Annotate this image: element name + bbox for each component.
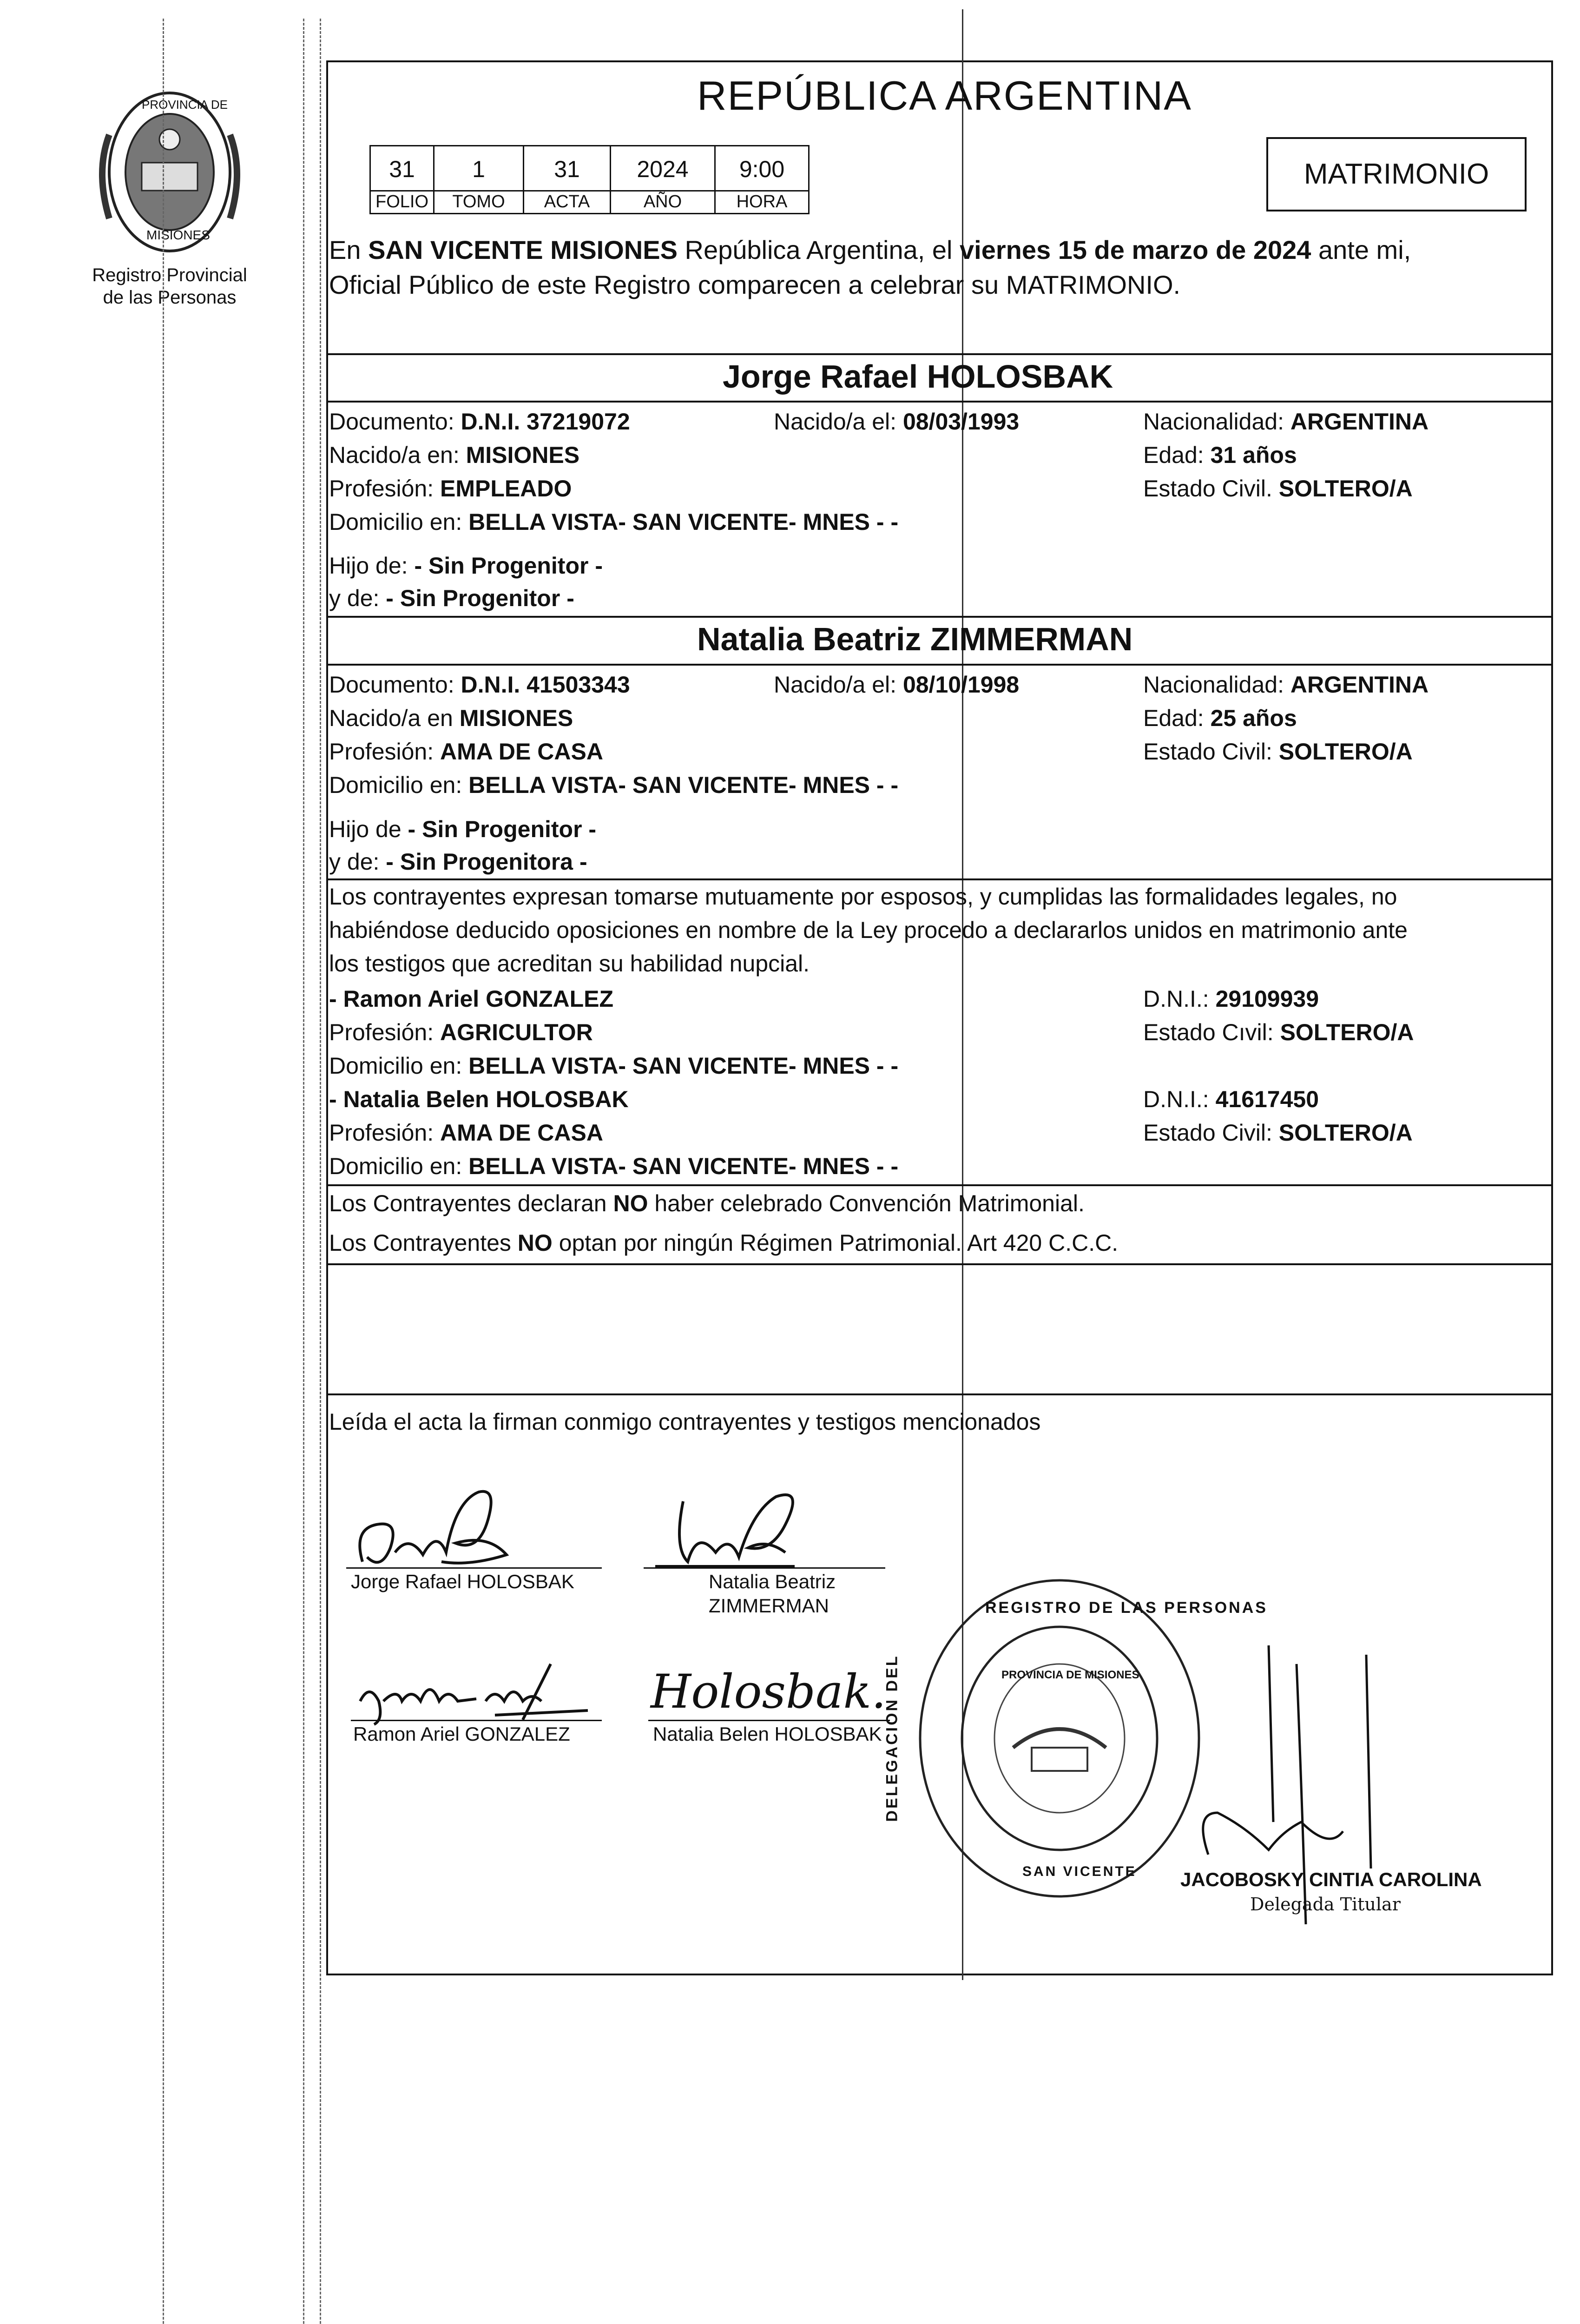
spouse2-address <box>329 772 898 799</box>
text: Los Contrayentes declaran <box>329 1190 613 1216</box>
declaration-line-3: los testigos que acreditan su habilidad nupcial. <box>329 951 810 977</box>
stamp-inner-text: PROVINCIA DE MISIONES <box>1001 1669 1139 1681</box>
value: - Sin Progenitora - <box>386 849 587 875</box>
label: Domicilio en: <box>329 509 469 535</box>
label: Profesión: <box>329 475 441 502</box>
acta-label: ACTA <box>523 190 611 214</box>
label: Domicilio en: <box>329 1053 469 1079</box>
negation: NO <box>613 1190 648 1216</box>
logo-caption-1: Registro Provincial <box>92 265 247 285</box>
label: Hijo de: <box>329 553 415 579</box>
stamp-bottom-text: SAN VICENTE <box>1022 1864 1137 1879</box>
value: - Sin Progenitor - <box>386 585 574 611</box>
signature-label-spouse2-line2: ZIMMERMAN <box>709 1595 829 1617</box>
label: Edad: <box>1143 705 1211 731</box>
signature-line-4 <box>648 1720 890 1721</box>
value: 25 años <box>1210 705 1297 731</box>
text: haber celebrado Convención Matrimonial. <box>648 1190 1085 1216</box>
signature-spouse1-icon <box>349 1473 544 1576</box>
spouse1-age <box>1143 442 1297 469</box>
value: 41617450 <box>1215 1086 1319 1112</box>
value: 29109939 <box>1215 986 1319 1012</box>
declaration-line-2: habiéndose deducido oposiciones en nombre de la Ley procedo a declararlos unidos en matrimonio ante <box>329 917 1408 943</box>
divider-conventions <box>326 1184 1553 1186</box>
text: Los Contrayentes <box>329 1230 518 1256</box>
value: - Sin Progenitor - <box>414 553 603 579</box>
divider-spouse1-header <box>326 401 1553 403</box>
witness2-name <box>329 1086 629 1113</box>
spouse1-and-of <box>329 585 574 612</box>
signature-line-3 <box>351 1720 602 1721</box>
ceremony-place: SAN VICENTE MISIONES <box>368 235 678 264</box>
witness2-address <box>329 1153 898 1180</box>
logo-seal-top-text: PROVINCIA DE <box>142 98 228 112</box>
witness2-dni <box>1143 1086 1319 1113</box>
label: y de: <box>329 849 386 875</box>
label: Domicilio en: <box>329 772 469 798</box>
label: Estado Cıvil: <box>1143 1019 1280 1045</box>
spouse1-child-of <box>329 552 603 580</box>
margin-guide-1 <box>163 19 164 2324</box>
spouse1-born-on <box>774 408 1019 436</box>
witness1-civil-status <box>1143 1019 1414 1046</box>
spouse1-born-in <box>329 442 579 469</box>
closing-statement: Leída el acta la firman conmigo contrayentes y testigos mencionados <box>329 1409 1041 1435</box>
negation: NO <box>517 1230 553 1256</box>
value: - Sin Progenitor - <box>408 816 597 842</box>
value: 08/10/1998 <box>902 672 1020 698</box>
folio-label: FOLIO <box>369 190 434 214</box>
spouse2-profession <box>329 738 603 766</box>
folio-value: 31 <box>369 145 434 191</box>
registry-stamp-icon <box>906 1571 1204 1906</box>
signature-line-2 <box>644 1567 885 1569</box>
label: Nacido/a en: <box>329 442 466 468</box>
logo-seal-bottom-text: MISIONES <box>146 228 210 242</box>
label: Edad: <box>1143 442 1211 468</box>
divider-spouse2-header <box>326 664 1553 666</box>
intro-text-b: República Argentina, el <box>677 235 960 264</box>
label: Estado Civil. <box>1143 475 1279 502</box>
signature-label-witness1: Ramon Ariel GONZALEZ <box>353 1723 570 1745</box>
ano-label: AÑO <box>610 190 716 214</box>
signature-spouse2-icon <box>646 1483 823 1576</box>
value: - Natalia Belen HOLOSBAK <box>329 1086 629 1112</box>
label: Domicilio en: <box>329 1153 469 1179</box>
signature-label-spouse1: Jorge Rafael HOLOSBAK <box>351 1571 574 1592</box>
witness1-dni <box>1143 985 1319 1013</box>
signature-label-witness2: Natalia Belen HOLOSBAK <box>653 1723 882 1745</box>
official-stamp <box>883 1571 1268 1906</box>
tomo-value: 1 <box>433 145 524 191</box>
value: - Ramon Ariel GONZALEZ <box>329 986 614 1012</box>
label: Profesión: <box>329 1019 441 1045</box>
convention-line-2 <box>329 1229 1118 1257</box>
value: AMA DE CASA <box>440 739 603 765</box>
label: Profesión: <box>329 1120 441 1146</box>
signature-witness1-icon <box>356 1655 597 1729</box>
label: Documento: <box>329 672 461 698</box>
spouse2-born-on <box>774 671 1019 699</box>
intro-text-c: ante mi, <box>1311 235 1411 264</box>
declaration-line-1: Los contrayentes expresan tomarse mutuamente por esposos, y cumplidas las formalidades legales, no <box>329 884 1397 910</box>
label: y de: <box>329 585 386 611</box>
value: 31 años <box>1210 442 1297 468</box>
label: Documento: <box>329 409 461 435</box>
witness2-profession <box>329 1119 603 1147</box>
value: SOLTERO/A <box>1278 739 1413 765</box>
value: SOLTERO/A <box>1280 1019 1414 1045</box>
spouse1-nationality <box>1143 408 1429 436</box>
label: Profesión: <box>329 739 441 765</box>
intro-text-a: En <box>329 235 369 264</box>
witness1-address <box>329 1052 898 1080</box>
witness2-civil-status <box>1143 1119 1413 1147</box>
margin-guide-3 <box>320 19 321 2324</box>
value: D.N.I. 41503343 <box>461 672 630 698</box>
spouse1-name: Jorge Rafael HOLOSBAK <box>723 358 1113 395</box>
hora-value: 9:00 <box>714 145 810 191</box>
spouse1-profession <box>329 475 572 502</box>
value: MISIONES <box>459 705 573 731</box>
spouse2-document <box>329 671 630 699</box>
act-type-box: MATRIMONIO <box>1266 137 1527 211</box>
value: BELLA VISTA- SAN VICENTE- MNES - - <box>468 1053 899 1079</box>
tomo-label: TOMO <box>433 190 524 214</box>
margin-guide-2 <box>303 19 304 2324</box>
logo-caption-2: de las Personas <box>103 287 237 308</box>
hora-label: HORA <box>714 190 810 214</box>
intro-line-2: Oficial Público de este Registro comparecen a celebrar su MATRIMONIO. <box>329 270 1181 299</box>
label: Nacionalidad: <box>1143 409 1290 435</box>
page-title: REPÚBLICA ARGENTINA <box>697 73 1192 119</box>
label: Nacido/a el: <box>774 409 903 435</box>
stamp-left-text: DELEGACION DEL <box>883 1654 901 1822</box>
value: MISIONES <box>466 442 580 468</box>
value: ARGENTINA <box>1290 409 1429 435</box>
label: Nacionalidad: <box>1143 672 1290 698</box>
value: AGRICULTOR <box>440 1019 593 1045</box>
signature-line-1 <box>346 1567 602 1569</box>
convention-line-1 <box>329 1190 1085 1217</box>
spouse2-child-of <box>329 816 596 843</box>
text: optan por ningún Régimen Patrimonial. Art 420 C.C.C. <box>552 1230 1119 1256</box>
spouse2-civil-status <box>1143 738 1413 766</box>
value: SOLTERO/A <box>1278 475 1413 502</box>
province-logo <box>91 79 249 265</box>
label: Estado Civil: <box>1143 1120 1279 1146</box>
divider-declaration <box>326 878 1553 880</box>
officer-name: JACOBOSKY CINTIA CAROLINA <box>1180 1868 1482 1890</box>
value: 08/03/1993 <box>902 409 1020 435</box>
spouse1-civil-status <box>1143 475 1413 502</box>
value: BELLA VISTA- SAN VICENTE- MNES - - <box>468 1153 899 1179</box>
spouse1-document <box>329 408 630 436</box>
acta-value: 31 <box>523 145 611 191</box>
label: Estado Civil: <box>1143 739 1279 765</box>
divider-spouse2-top <box>326 616 1553 618</box>
value: EMPLEADO <box>440 475 572 502</box>
divider-empty-section <box>326 1263 1553 1265</box>
spouse2-age <box>1143 705 1297 732</box>
spouse2-and-of <box>329 848 587 876</box>
divider-signatures <box>326 1393 1553 1395</box>
value: BELLA VISTA- SAN VICENTE- MNES - - <box>468 509 899 535</box>
intro-line-1 <box>329 235 1411 265</box>
officer-title: Delegada Titular <box>1250 1894 1401 1915</box>
value: BELLA VISTA- SAN VICENTE- MNES - - <box>468 772 899 798</box>
signature-label-spouse2-line1: Natalia Beatriz <box>709 1571 836 1592</box>
witness1-name <box>329 985 613 1013</box>
signature-witness2-handwritten: Holosbak. <box>651 1664 886 1719</box>
spouse2-name: Natalia Beatriz ZIMMERMAN <box>697 621 1133 657</box>
spouse2-nationality <box>1143 671 1429 699</box>
value: ARGENTINA <box>1290 672 1429 698</box>
witness1-profession <box>329 1019 593 1046</box>
divider-spouse1-top <box>326 353 1553 355</box>
label: Nacido/a en <box>329 705 460 731</box>
label: D.N.I.: <box>1143 1086 1216 1112</box>
stamp-ring-text: REGISTRO DE LAS PERSONAS <box>985 1599 1268 1617</box>
ceremony-date: viernes 15 de marzo de 2024 <box>960 235 1311 264</box>
label: Hijo de <box>329 816 408 842</box>
spouse1-address <box>329 508 898 536</box>
label: Nacido/a el: <box>774 672 903 698</box>
spouse2-born-in <box>329 705 573 732</box>
value: D.N.I. 37219072 <box>461 409 630 435</box>
label: D.N.I.: <box>1143 986 1216 1012</box>
value: SOLTERO/A <box>1278 1120 1413 1146</box>
ano-value: 2024 <box>610 145 716 191</box>
value: AMA DE CASA <box>440 1120 603 1146</box>
